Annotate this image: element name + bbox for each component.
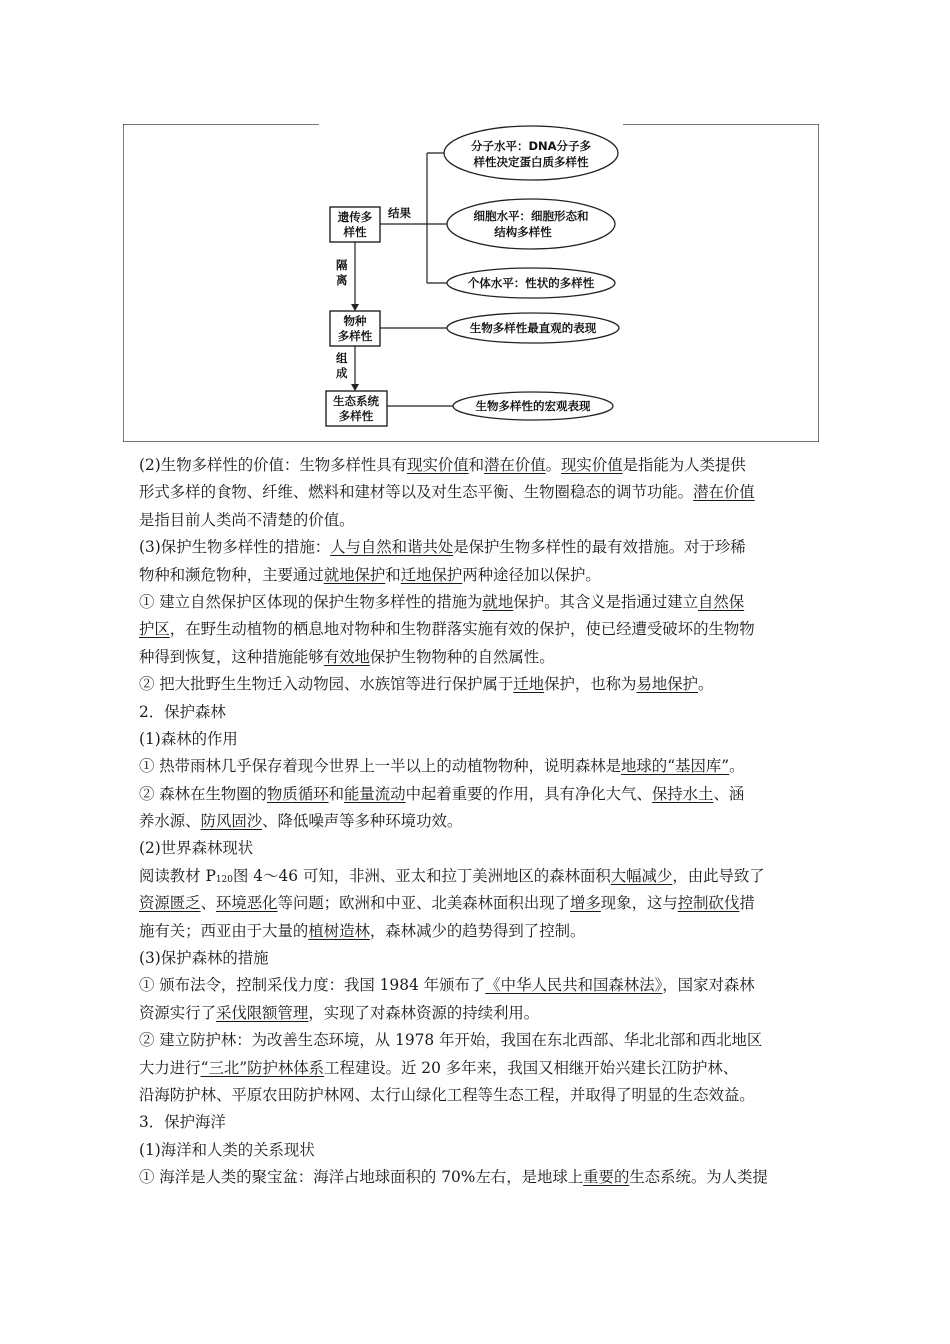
paragraph-line: (3)保护生物多样性的措施：人与自然和谐共处是保护生物多样性的最有效措施。对于珍稀: [139, 538, 746, 557]
cellular-level-line1: 细胞水平：细胞形态和: [473, 209, 589, 223]
compose-label-2: 成: [336, 366, 348, 380]
subsection-heading: (2)世界森林现状: [139, 839, 254, 858]
paragraph-line: ② 森林在生物圈的物质循环和能量流动中起着重要的作用，具有净化大气、保持水土、涵: [139, 784, 745, 803]
paragraph-line: ① 颁布法令，控制采伐力度：我国 1984 年颁布了《中华人民共和国森林法》，国家对森林: [139, 976, 755, 995]
species-box-line2: 多样性: [337, 329, 373, 343]
genetic-box-line2: 样性: [343, 225, 367, 239]
paragraph-line: 养水源、防风固沙、降低噪声等多种环境功效。: [139, 812, 463, 831]
paragraph-line: 种得到恢复，这种措施能够有效地保护生物物种的自然属性。: [139, 647, 555, 666]
ellipse-cellular-level: [447, 199, 615, 249]
molecular-level-line2: 样性决定蛋白质多样性: [473, 155, 589, 169]
paragraph-line: 形式多样的食物、纤维、燃料和建材等以及对生态平衡、生物圈稳态的调节功能。潜在价值: [139, 483, 755, 502]
ecosystem-ellipse-text: 生物多样性的宏观表现: [475, 399, 591, 413]
ecosystem-box-line1: 生态系统: [333, 394, 379, 408]
isolation-label-1: 隔: [336, 258, 348, 272]
paragraph-line: 大力进行“三北”防护林体系工程建设。近 20 多年来，我国又相继开始兴建长江防护林、: [139, 1058, 739, 1077]
paragraph-line: 是指目前人类尚不清楚的价值。: [139, 510, 355, 529]
isolation-label-2: 离: [336, 273, 348, 287]
genetic-box-line1: 遗传多: [337, 210, 373, 224]
ecosystem-box-line2: 多样性: [338, 409, 374, 423]
paragraph-line: 资源实行了采伐限额管理，实现了对森林资源的持续利用。: [139, 1003, 540, 1022]
subsection-heading: (1)海洋和人类的关系现状: [139, 1140, 315, 1159]
species-box-line1: 物种: [343, 314, 367, 328]
paragraph-line: ① 海洋是人类的聚宝盆：海洋占地球面积的 70%左右，是地球上重要的生态系统。为人类提: [139, 1168, 768, 1187]
paragraph-line: 物种和濒危物种，主要通过就地保护和迁地保护两种途径加以保护。: [139, 565, 601, 584]
section-heading: 3．保护海洋: [139, 1113, 226, 1132]
subsection-heading: (1)森林的作用: [139, 729, 238, 748]
paragraph-line: 资源匮乏、环境恶化等问题；欧洲和中亚、北美森林面积出现了增多现象，这与控制砍伐措: [139, 894, 755, 913]
compose-label-1: 组: [336, 351, 348, 365]
paragraph-line: 施有关；西亚由于大量的植树造林，森林减少的趋势得到了控制。: [139, 921, 586, 940]
paragraph-line: 护区，在野生动植物的栖息地对物种和生物群落实施有效的保护，使已经遭受破坏的生物物: [139, 620, 755, 639]
paragraph-line: ① 热带雨林几乎保存着现今世界上一半以上的动植物物种，说明森林是地球的“基因库”。: [139, 757, 745, 776]
subsection-heading: (3)保护森林的措施: [139, 949, 269, 968]
paragraph-line: 沿海防护林、平原农田防护林网、太行山绿化工程等生态工程，并取得了明显的生态效益。: [139, 1085, 755, 1104]
compose-arrow: [351, 346, 359, 391]
paragraph-line: ② 建立防护林：为改善生态环境，从 1978 年开始，我国在东北西部、华北北部和西北地区: [139, 1031, 763, 1050]
paragraph-line: (2)生物多样性的价值：生物多样性具有现实价值和潜在价值。现实价值是指能为人类提供: [139, 456, 746, 474]
section-heading: 2．保护森林: [139, 702, 226, 721]
document-body: [139, 452, 819, 1192]
species-ellipse-text: 生物多样性最直观的表现: [469, 321, 597, 335]
paragraph-line: 阅读教材 $P_{120}$图 4～46 可知，非洲、亚太和拉丁美洲地区的森林面积大幅减少，由此导致了: [139, 866, 765, 885]
isolation-arrow: [351, 242, 359, 311]
individual-level-text: 个体水平：性状的多样性: [467, 276, 595, 290]
biodiversity-diagram: [123, 124, 819, 442]
paragraph-line: ② 把大批野生生物迁入动物园、水族馆等进行保护属于迁地保护，也称为易地保护。: [139, 675, 714, 694]
molecular-level-line1: 分子水平：DNA分子多: [470, 139, 592, 153]
paragraph-line: ① 建立自然保护区体现的保护生物多样性的措施为就地保护。其含义是指通过建立自然保: [139, 592, 745, 611]
result-label: 结果: [388, 206, 411, 220]
cellular-level-line2: 结构多样性: [494, 225, 552, 239]
ellipse-molecular-level: [444, 126, 618, 180]
